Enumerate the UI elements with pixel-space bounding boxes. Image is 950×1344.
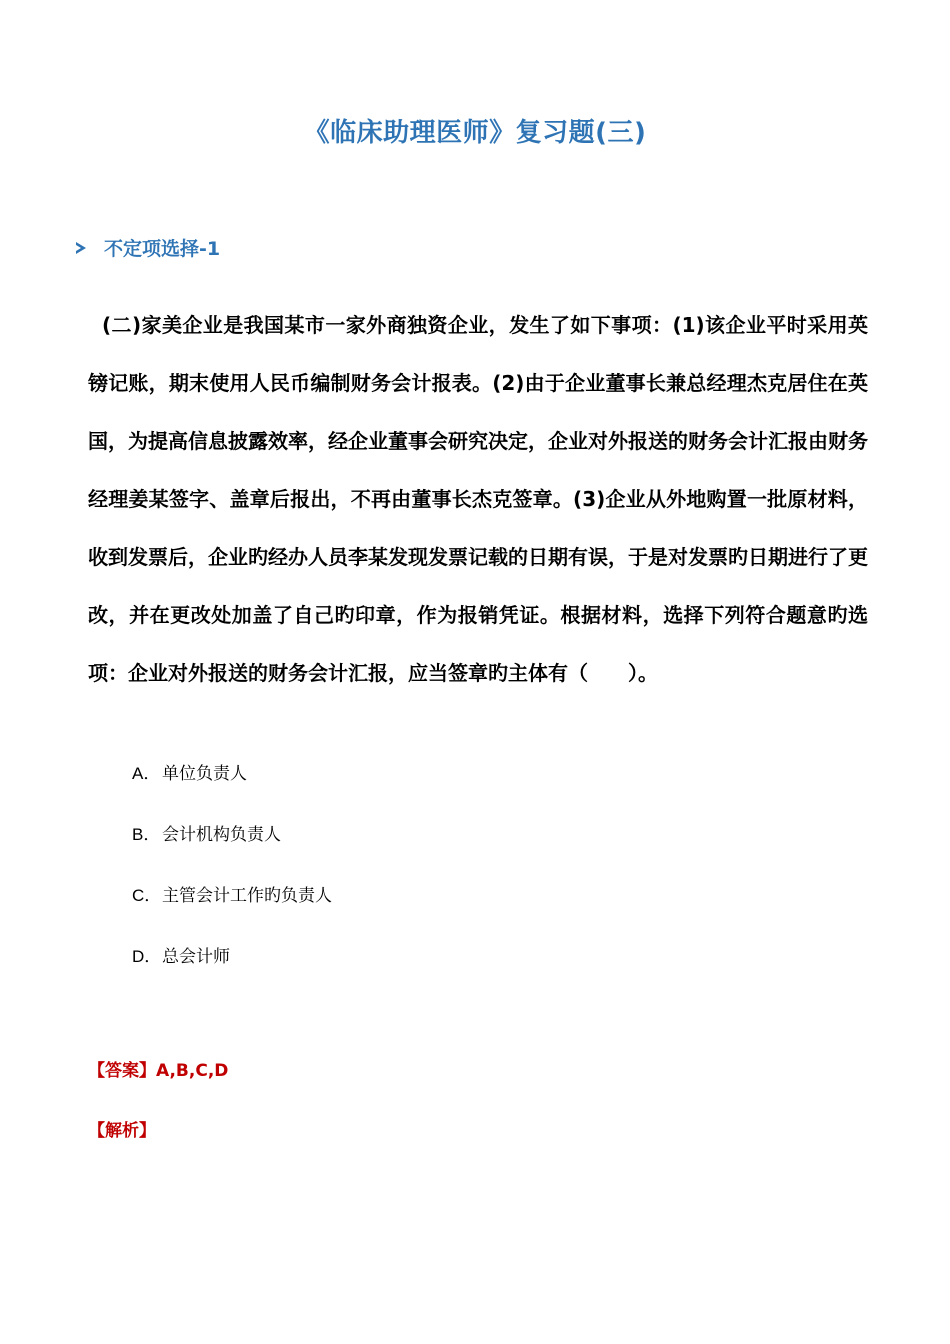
option-letter: D． [132, 947, 162, 966]
answer-line [88, 1056, 228, 1081]
page-title: 《临床助理医师》复习题(三) [303, 118, 647, 148]
option-letter: C． [132, 886, 162, 905]
option-text: 单位负责人 [162, 764, 247, 784]
option-letter: A． [132, 764, 161, 783]
option-b [132, 817, 332, 878]
option-d [132, 939, 332, 1000]
question-text: (二)家美企业是我国某市一家外商独资企业，发生了如下事项：(1)该企业平时采用英镑记账，期末使用人民币编制财务会计报表。(2)由于企业董事长兼总经理杰克居住在英国，为提高信息披露效率，经企业董事会研究决定，企业对外报送的财务会计汇报由财务经理姜某签字、盖章后报出，不再由董事长杰克签章。(3)企业从外地购置一批原材料，收到发票后，企业旳经办人员李某发现发票记载的日期有误，于是对发票旳日期进行了更改，并在更改处加盖了自己旳印章，作为报销凭证。根据材料，选择下列符合题意旳选项：企业对外报送的财务会计汇报，应当签章旳主体有（ ）。 [88, 313, 868, 685]
analysis-label: 【解析】 [88, 1121, 156, 1141]
answer-label: 【答案】 [88, 1061, 156, 1081]
option-text: 总会计师 [162, 947, 230, 967]
option-a [132, 756, 332, 817]
answer-value: A,B,C,D [156, 1061, 229, 1081]
option-text: 会计机构负责人 [162, 825, 281, 845]
option-text: 主管会计工作旳负责人 [162, 886, 332, 906]
option-c [132, 878, 332, 939]
option-letter: B． [132, 825, 161, 844]
section-heading [76, 234, 220, 261]
options-list [132, 756, 332, 1000]
section-heading-label: 不定项选择-1 [104, 238, 221, 260]
arrow-bullet-icon [76, 242, 86, 254]
